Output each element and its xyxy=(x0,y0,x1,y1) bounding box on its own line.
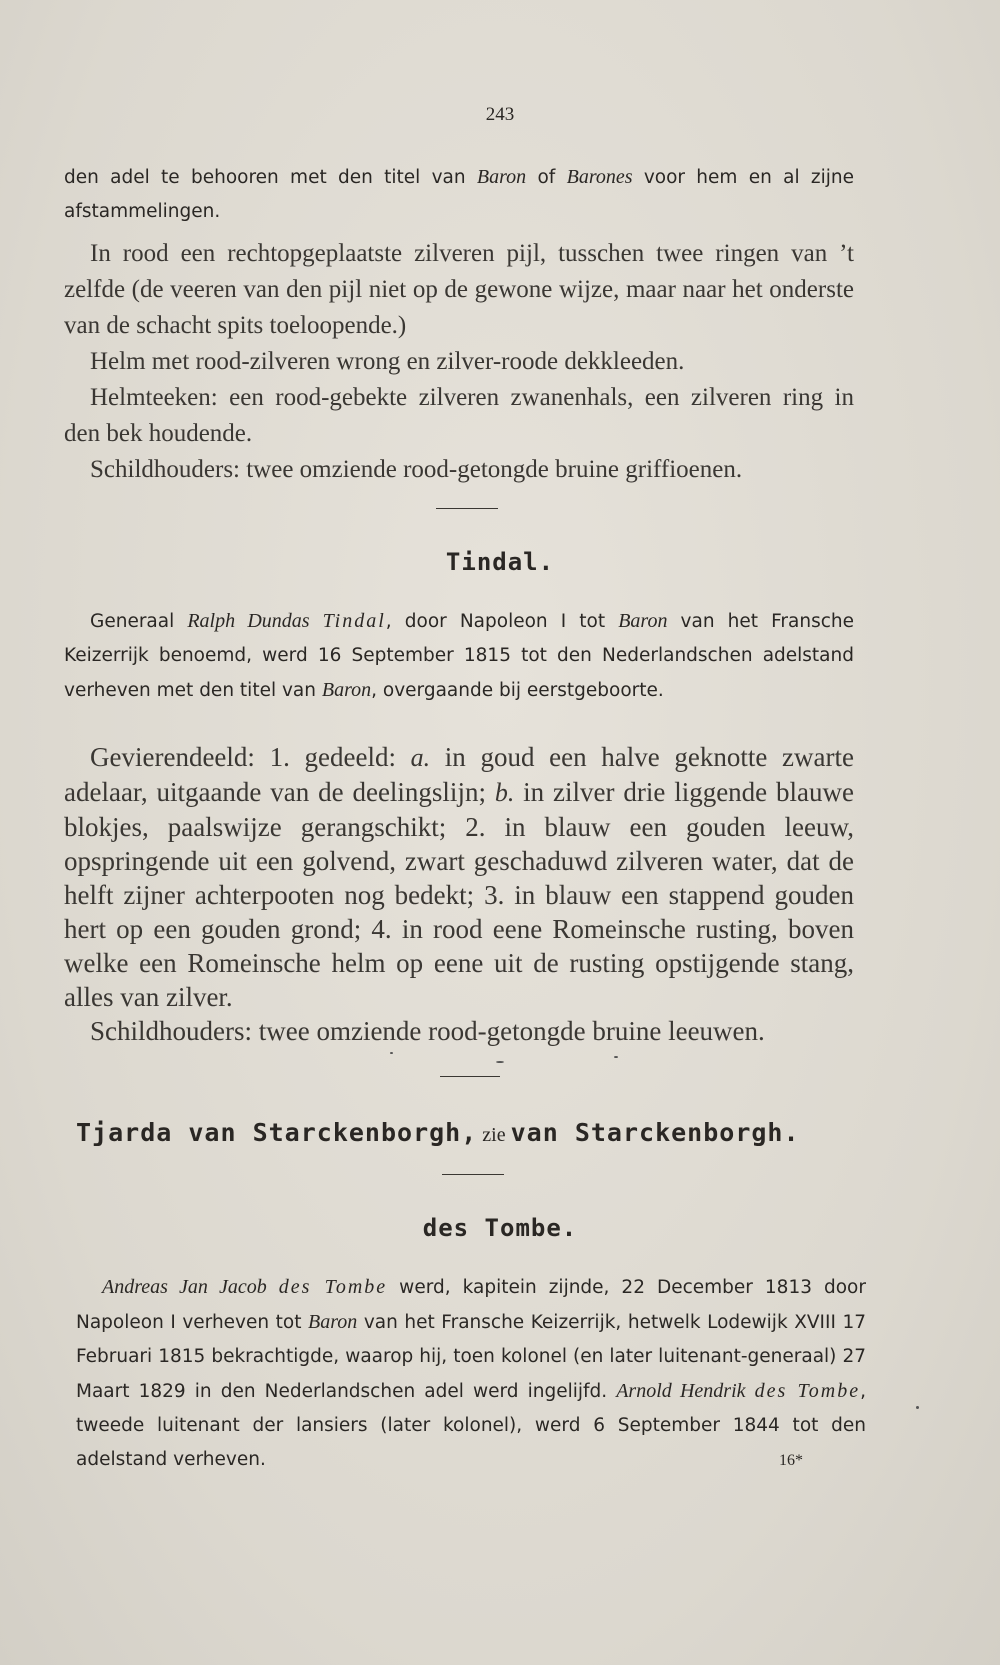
intro-baron: Baron xyxy=(476,166,527,188)
print-speck xyxy=(916,1406,919,1409)
tindal-text-c: van het Fransche Keizerrijk benoemd, werd 16 September 1815 tot den Nederlandschen adelstand verheven met den titel van xyxy=(64,611,854,701)
heading-tjarda xyxy=(76,1118,856,1147)
print-speck xyxy=(390,1052,393,1054)
intro-of: of xyxy=(526,167,567,188)
heading-des-tombe: des Tombe. xyxy=(422,1214,578,1242)
tindal-arms: Gevierendeeld: 1. gedeeld: a. in goud een halve geknotte zwarte adelaar, uitgaande van de deelingslijn; b. in zilver drie liggende blauwe blokjes, paalswijze gerangschikt; 2. in blauw een gouden leeuw, opspringende uit een golvend, zwart geschaduwd zilveren water, dat de helft zijner achterpooten nog bedekt; 3. in blauw een stappend gouden hert op een gouden grond; 4. in rood eene Romeinsche rusting, boven welke een Romeinsche helm op eene uit de rusting opstijgende stang, alles van zilver. xyxy=(64,742,854,1012)
intro-text-b: voor hem en al zijne afstammelingen. xyxy=(64,167,854,222)
tindal-baron-2: Baron xyxy=(321,679,372,701)
intro-paragraph xyxy=(64,160,854,229)
tindal-text-b: , door Napoleon I tot xyxy=(385,611,619,632)
divider-3 xyxy=(442,1174,504,1175)
intro-arms: In rood een rechtopgeplaatste zilveren pijl, tusschen twee ringen van ’t zelfde (de veeren van den pijl niet op de gewone wijze, maar naar het onderste van de schacht spits toeloopende.) xyxy=(64,240,854,339)
print-speck xyxy=(614,1056,618,1058)
signature-mark: 16* xyxy=(779,1452,803,1469)
tombe-text-a: werd, kapitein zijnde, 22 December 1813 door Napoleon I verheven tot xyxy=(76,1277,866,1333)
divider-2 xyxy=(440,1076,500,1077)
intro-blazon xyxy=(64,236,854,488)
tombe-surname-2: des Tombe xyxy=(754,1380,861,1402)
intro-crest: Helmteeken: een rood-gebekte zilveren zwanenhals, een zilveren ring in den bek houdende. xyxy=(64,384,854,447)
tindal-paragraph xyxy=(64,604,854,708)
tombe-text-c: , tweede luitenant der lansiers (later kolonel), werd 6 September 1844 tot den adelstand verheven. xyxy=(76,1381,866,1470)
tindal-text-a: Generaal xyxy=(90,611,188,632)
tombe-paragraph xyxy=(76,1270,866,1477)
tindal-supporters: Schildhouders: twee omziende rood-getongde bruine leeuwen. xyxy=(90,1016,765,1046)
tombe-baron: Baron xyxy=(308,1311,358,1333)
tombe-given-names-1: Andreas Jan Jacob xyxy=(102,1276,267,1298)
tindal-blazon xyxy=(64,740,854,1048)
tindal-text-d: , overgaande bij eerstgeboorte. xyxy=(371,680,664,701)
intro-barones: Barones xyxy=(566,166,633,188)
tjarda-zie: zie xyxy=(477,1124,511,1146)
tindal-given-names: Ralph Dundas xyxy=(187,610,310,632)
intro-helm: Helm met rood-zilveren wrong en zilver-roode dekkleeden. xyxy=(90,348,685,375)
intro-text-a: den adel te behooren met den titel van xyxy=(64,167,477,188)
intro-supporters: Schildhouders: twee omziende rood-getongde bruine griffioenen. xyxy=(90,456,743,483)
print-speck xyxy=(496,1061,504,1063)
divider-1 xyxy=(436,508,498,509)
tindal-surname: Tindal xyxy=(322,610,386,632)
tjarda-reference: van Starckenborgh. xyxy=(510,1118,800,1147)
tindal-baron: Baron xyxy=(618,610,668,632)
tombe-given-names-2: Arnold Hendrik xyxy=(616,1380,746,1402)
tombe-text-b: van het Fransche Keizerrijk, hetwelk Lodewijk XVIII 17 Februari 1815 bekrachtigde, waarop hij, toen kolonel (en later luitenant-generaal) 27 Maart 1829 in den Nederlandschen adel werd ingelijfd. xyxy=(76,1312,866,1402)
page-number: 243 xyxy=(485,104,515,125)
heading-tindal: Tindal. xyxy=(445,548,555,576)
tjarda-name: Tjarda van Starckenborgh, xyxy=(76,1118,478,1147)
tombe-surname-1: des Tombe xyxy=(278,1276,388,1298)
